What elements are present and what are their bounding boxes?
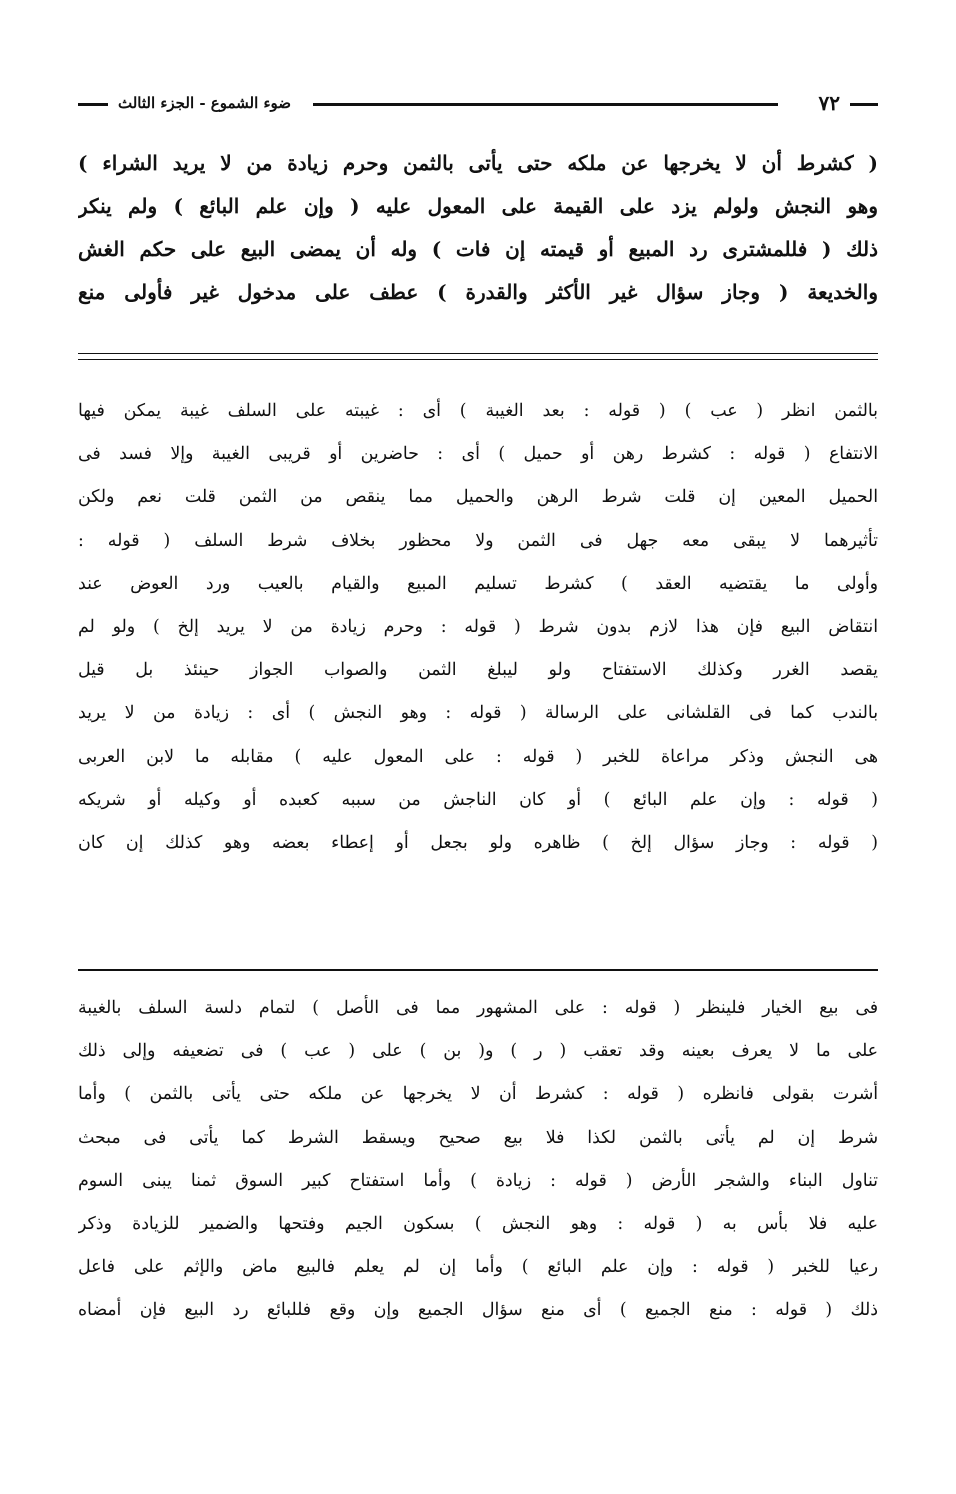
commentary-line: رعيا للخبر ( قوله : وإن علم البائع ) وأما إن لم يعلم فالبيع ماض والإثم على فاعل (78, 1257, 878, 1278)
commentary-line: بالندب كما فى القلشانى على الرسالة ( قوله : وهو النجش ) أى : زيادة من لا يريد (78, 703, 878, 724)
commentary-line: وأولى ما يقتضيه العقد ) كشرط تسليم المبيع والقيام بالعيب ورد العوض عند (78, 573, 878, 594)
running-title: ضوء الشموع - الجزء الثالث (118, 94, 292, 112)
main-text-line: ( كشرط أن لا يخرجها عن ملكه حتى يأتى بالثمن وحرم زيادة من لا يريد الشراء ) (78, 151, 878, 175)
commentary-line: ذلك ( قوله : منع الجميع ) أى منع سؤال الجميع وإن وقع فللبائع رد البيع فإن أمضاه (78, 1300, 878, 1321)
commentary-line: الانتفاع ( قوله : كشرط رهن أو حميل ) أى : حاضرين أو قريبى الغيبة وإلا فسد فى (78, 444, 878, 465)
commentary-line: شرط إن لم يأتى بالثمن لكذا فلا بيع صحيح ويسقط الشرط كما يأتى فى مبحث (78, 1127, 878, 1148)
commentary-line: فى بيع الخيار فلينظر ( قوله : على المشهور مما فى الأصل ) لتمام دلسة السلف بالغيبة (78, 998, 878, 1018)
main-text-line: والخديعة ( وجاز سؤال غير الأكثر والقدرة ) عطف على مدخول غير فأولى منع (78, 280, 878, 304)
commentary-line: هى النجش وذكر مراعاة للخبر ( قوله : على المعول عليه ) مقابله ما لابن العربى (78, 746, 878, 767)
header-rule (313, 103, 778, 106)
main-text-line: ذلك ( فللمشترى رد المبيع أو قيمته إن فات ) وله أن يمضى البيع على حكم الغش (78, 237, 878, 261)
commentary-line: انتقاض البيع فإن هذا لازم بدون شرط ( قوله : وحرم زيادة من لا يريد إلخ ) ولو لم (78, 616, 878, 637)
commentary-line: أشرت بقولى فانظره ( قوله : كشرط أن لا يخرجها عن ملكه حتى يأتى بالثمن ) وأما (78, 1084, 878, 1105)
commentary-section-2 (78, 987, 878, 1333)
main-text-line: وهو النجش ولولم يزد على القيمة على المعول عليه ( وإن علم البائع ) ولم ينكر (78, 194, 878, 218)
page-number: ٧٢ (818, 91, 840, 115)
commentary-line: ( قوله : وجاز سؤال إلخ ) ظاهره ولو بجعل أو إعطاء بعضه وهو كذلك إن كان (78, 832, 878, 853)
commentary-line: تأثيرهما لا يبقى معه جهل فى الثمن ولا محظور بخلاف شرط السلف ( قوله : (78, 530, 878, 551)
running-header (78, 88, 878, 122)
commentary-line: عليه فلا بأس به ( قوله : وهو النجش ) بسكون الجيم وفتحها والضمير للزيادة وذكر (78, 1213, 878, 1234)
commentary-line: على ما لا يعرف بعينه وقد تعقب ( ر ) و( بن ) على ( عب ) فى تضعيفه وإلى ذلك (78, 1041, 878, 1062)
header-dash-right (850, 103, 878, 106)
commentary-line: ( قوله : وإن علم البائع ) أو كان الناجش من سببه كعبده أو وكيله أو شريكه (78, 789, 878, 810)
commentary-line: الحميل المعين إن قلت شرط الرهن والحميل مما ينقص من الثمن قلت نعم ولكن (78, 487, 878, 508)
commentary-divider (78, 969, 878, 971)
header-dash-left (78, 103, 108, 106)
commentary-line: تناول البناء والشجر الأرض ( قوله : زيادة ) وأما استفتاح كبير السوق ثمنا يبنى السوم (78, 1170, 878, 1191)
main-text-divider (78, 353, 878, 360)
commentary-line: يقصد الغرر وكذلك الاستفتاح ولو ليبلغ الثمن والصواب الجواز حينئذ بل قيل (78, 660, 878, 681)
commentary-section-1 (78, 390, 878, 865)
main-text (78, 142, 878, 314)
commentary-line: بالثمن انظر ( عب ) ( قوله : بعد الغيبة ) أى : غيبته على السلف غيبة يمكن فيها (78, 401, 878, 421)
